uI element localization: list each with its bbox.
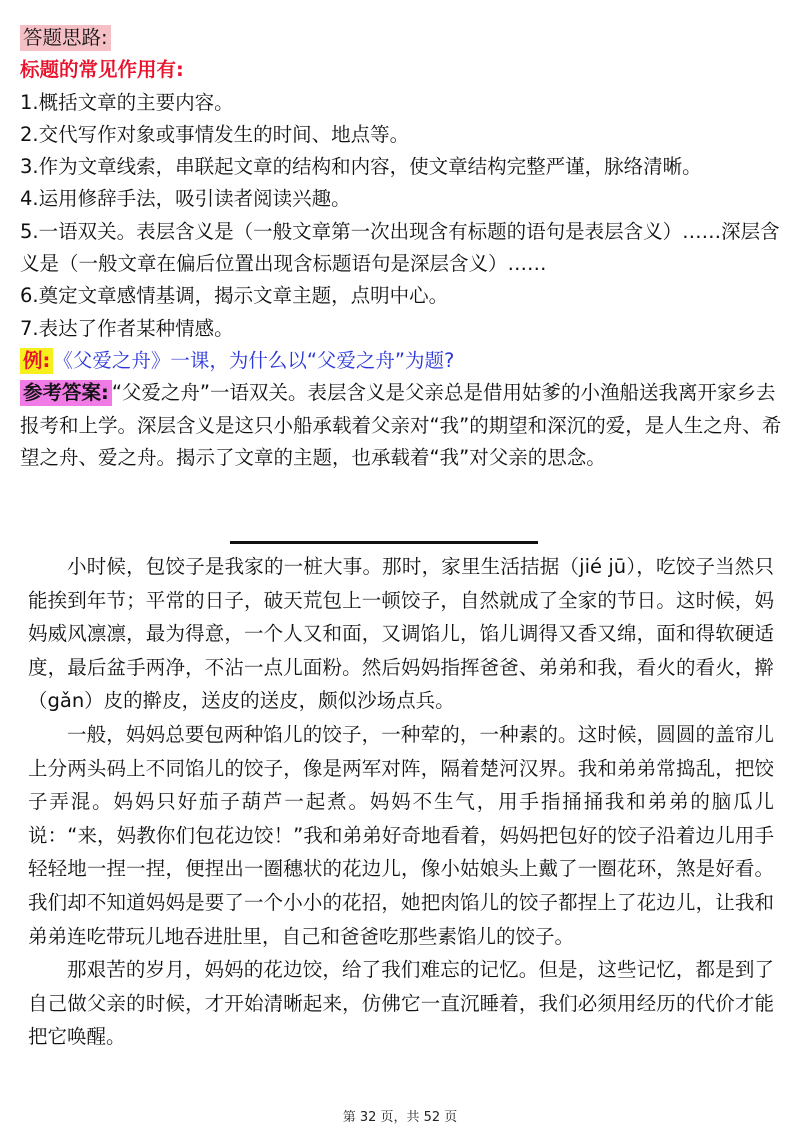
example-label: 例: xyxy=(20,348,53,374)
section-label: 答题思路: xyxy=(20,25,111,51)
story-text xyxy=(28,550,774,1054)
point-6: 6.奠定文章感情基调，揭示文章主题，点明中心。 xyxy=(20,284,449,308)
answer-label: 参考答案: xyxy=(20,380,112,406)
point-1: 1.概括文章的主要内容。 xyxy=(20,90,234,114)
point-5: 5.一语双关。表层含义是（一般文章第一次出现含有标题的语句是表层含义）……深层含义是（一般文章在偏后位置出现含标题语句是深层含义）…… xyxy=(20,219,780,276)
answer-guide-section xyxy=(20,22,784,474)
point-4: 4.运用修辞手法，吸引读者阅读兴趣。 xyxy=(20,187,351,211)
section-divider xyxy=(230,541,538,544)
answer-line xyxy=(20,377,784,474)
example-line xyxy=(20,345,784,377)
answer-text: “父爱之舟”一语双关。表层含义是父亲总是借用姑爹的小渔船送我离开家乡去报考和上学。深层含义是这只小船承载着父亲对“我”的期望和深沉的爱，是人生之舟、希望之舟、爱之舟。揭示了文章的主题，也承载着“我”对父亲的思念。 xyxy=(20,381,782,469)
point-7: 7.表达了作者某种情感。 xyxy=(20,316,234,340)
heading: 标题的常见作用有: xyxy=(20,58,184,82)
page-number: 第 32 页，共 52 页 xyxy=(342,1110,458,1125)
example-question: 《父爱之舟》一课，为什么以“父爱之舟”为题? xyxy=(53,348,455,372)
story-paragraph-3: 那艰苦的岁月，妈妈的花边饺，给了我们难忘的记忆。但是，这些记忆，都是到了自己做父亲的时候，才开始清晰起来，仿佛它一直沉睡着，我们必须用经历的代价才能把它唤醒。 xyxy=(28,958,774,1049)
section-label-line xyxy=(20,22,784,54)
story-paragraph-2: 一般，妈妈总要包两种馅儿的饺子，一种荤的，一种素的。这时候，圆圆的盖帘儿上分两头码上不同馅儿的饺子，像是两军对阵，隔着楚河汉界。我和弟弟常捣乱，把饺子弄混。妈妈只好茄子葫芦一起煮。妈妈不生气，用手指捅捅我和弟弟的脑瓜儿说：“来，妈教你们包花边饺！”我和弟弟好奇地看着，妈妈把包好的饺子沿着边儿用手轻轻地一捏一捏，便捏出一圈穗状的花边儿，像小姑娘头上戴了一圈花环，煞是好看。我们却不知道妈妈是要了一个小小的花招，她把肉馅儿的饺子都捏上了花边儿，让我和弟弟连吃带玩儿地吞进肚里，自己和爸爸吃那些素馅儿的饺子。 xyxy=(28,722,774,948)
story-paragraph-1: 小时候，包饺子是我家的一桩大事。那时，家里生活拮据（jié jū），吃饺子当然只能挨到年节；平常的日子，破天荒包上一顿饺子，自然就成了全家的节日。这时候，妈妈威风凛凛，最为得意，一个人又和面，又调馅儿，馅儿调得又香又绵，面和得软硬适度，最后盆手两净，不沾一点儿面粉。然后妈妈指挥爸爸、弟弟和我，看火的看火，擀（gǎn）皮的擀皮，送皮的送皮，颇似沙场点兵。 xyxy=(28,555,774,713)
point-2: 2.交代写作对象或事情发生的时间、地点等。 xyxy=(20,122,410,146)
point-3: 3.作为文章线索，串联起文章的结构和内容，使文章结构完整严谨，脉络清晰。 xyxy=(20,155,702,179)
